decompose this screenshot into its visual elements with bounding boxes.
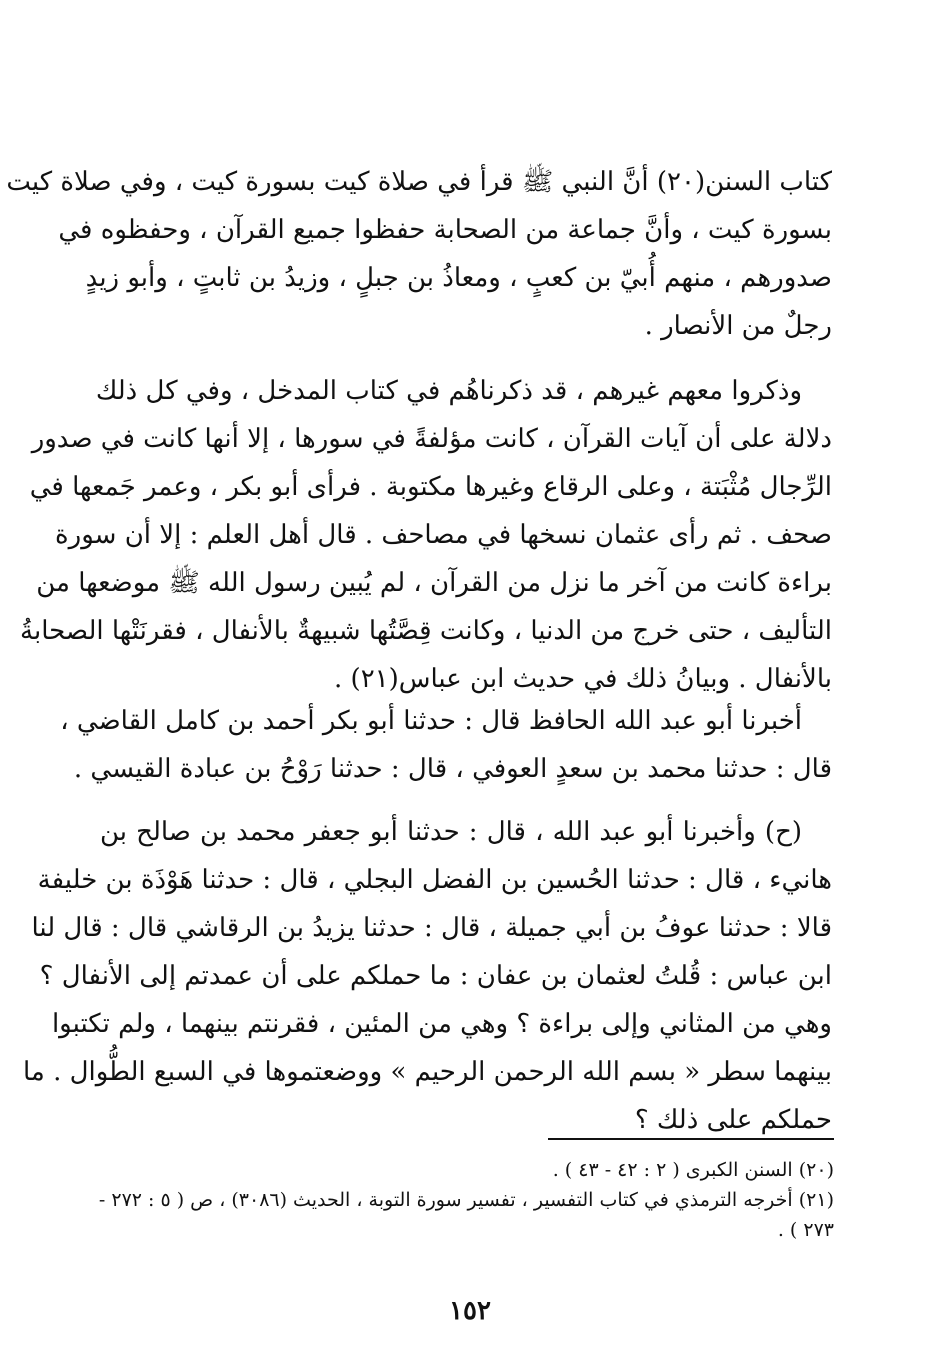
text-line: ابن عباس : قُلتُ لعثمان بن عفان : ما حملكم على أن عمدتم إلى الأنفال ؟ — [39, 961, 832, 991]
text-line: وذكروا معهم غيرهم ، قد ذكرناهُم في كتاب المدخل ، وفي كل ذلك — [95, 376, 802, 406]
text-line: (ح) وأخبرنا أبو عبد الله ، قال : حدثنا أبو جعفر محمد بن صالح بن — [100, 817, 802, 847]
text-line: صدورهم ، منهم أُبيّ بن كعبٍ ، ومعاذُ بن جبلٍ ، وزيدُ بن ثابتٍ ، وأبو زيدٍ — [85, 263, 832, 293]
footnotes — [96, 1155, 834, 1245]
text-line: صحف . ثم رأى عثمان نسخها في مصاحف . قال أهل العلم : إلا أن سورة — [55, 520, 832, 550]
footnote-divider — [548, 1138, 834, 1140]
paragraph-2 — [20, 367, 832, 703]
text-line: رجلٌ من الأنصار . — [644, 311, 832, 341]
paragraph-4 — [22, 808, 832, 1144]
text-line: كتاب السنن(٢٠) أنَّ النبي ﷺ قرأ في صلاة كيت بسورة كيت ، وفي صلاة كيت — [6, 167, 832, 197]
page-number: ١٥٢ — [449, 1296, 491, 1326]
text-line: بالأنفال . وبيانُ ذلك في حديث ابن عباس(٢١) . — [334, 664, 832, 694]
text-line: دلالة على أن آيات القرآن ، كانت مؤلفةً في سورها ، إلا أنها كانت في صدور — [31, 424, 832, 454]
paragraph-3 — [60, 697, 832, 793]
footnote-21: (٢١) أخرجه الترمذي في كتاب التفسير ، تفسير سورة التوبة ، الحديث (٣٠٨٦) ، ص ( ٥ : ٢٧٢ - — [98, 1189, 834, 1211]
text-line: حملكم على ذلك ؟ — [634, 1105, 832, 1135]
text-line: بينهما سطر « بسم الله الرحمن الرحيم » ووضعتموها في السبع الطُّوال . ما — [22, 1057, 832, 1087]
text-line: وهي من المثاني وإلى براءة ؟ وهي من المئين ، فقرنتم بينهما ، ولم تكتبوا — [51, 1009, 832, 1039]
text-line: بسورة كيت ، وأنَّ جماعة من الصحابة حفظوا جميع القرآن ، وحفظوه في — [58, 215, 832, 245]
text-line: التأليف ، حتى خرج من الدنيا ، وكانت قِصَّتُها شبيهةٌ بالأنفال ، فقرنَتْها الصحابةُ — [20, 616, 832, 646]
text-line: براءة كانت من آخر ما نزل من القرآن ، لم يُبين رسول الله ﷺ موضعها من — [36, 568, 832, 598]
text-line: الرِّجال مُثْبَتة ، وعلى الرقاع وغيرها مكتوبة . فرأى أبو بكر ، وعمر جَمعها في — [29, 472, 832, 502]
text-line: قال : حدثنا محمد بن سعدٍ العوفي ، قال : حدثنا رَوْحُ بن عبادة القيسي . — [73, 754, 832, 784]
footnote-21-continued: ٢٧٣ ) . — [777, 1219, 834, 1241]
text-line: أخبرنا أبو عبد الله الحافظ قال : حدثنا أبو بكر أحمد بن كامل القاضي ، — [60, 706, 802, 736]
text-line: هانيء ، قال : حدثنا الحُسين بن الفضل البجلي ، قال : حدثنا هَوْذَة بن خليفة — [37, 865, 832, 895]
footnote-20: (٢٠) السنن الكبرى ( ٢ : ٤٢ - ٤٣ ) . — [552, 1159, 834, 1181]
text-line: قالا : حدثنا عوفُ بن أبي جميلة ، قال : حدثنا يزيدُ بن الرقاشي قال : قال لنا — [31, 913, 832, 943]
paragraph-1 — [6, 158, 832, 350]
